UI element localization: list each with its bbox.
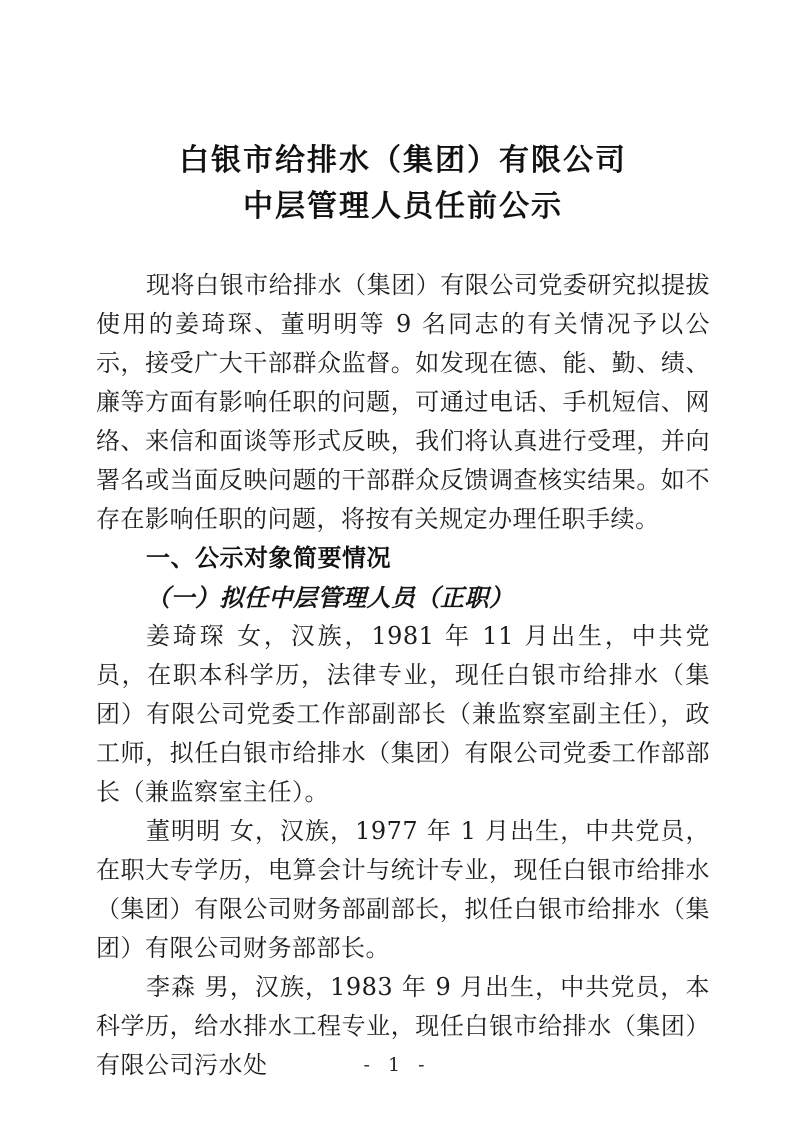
intro-paragraph: 现将白银市给排水（集团）有限公司党委研究拟提拔使用的姜琦琛、董明明等 9 名同志的有关情况予以公示，接受广大干部群众监督。如发现在德、能、勤、绩、廉等方面有影响任职的问题，可通过电话、手机短信、网络、来信和面谈等形式反映，我们将认真进行受理，并向署名或当面反映问题的干部群众反馈调查核实结果。如不存在影响任职的问题，将按有关规定办理任职手续。 [96, 271, 710, 533]
document-title-line2: 中层管理人员任前公示 [243, 189, 563, 224]
profile-paragraph-dongmingming: 董明明 女，汉族，1977 年 1 月出生，中共党员，在职大专学历，电算会计与统计专业，现任白银市给排水（集团）有限公司财务部副部长，拟任白银市给排水（集团）有限公司财务部部长。 [96, 817, 710, 962]
document-body [96, 266, 710, 1085]
subsection-heading: （一）拟任中层管理人员（正职） [146, 583, 514, 612]
document-title-line1: 白银市给排水（集团）有限公司 [179, 143, 627, 178]
section-heading: 一、公示对象简要情况 [146, 544, 391, 572]
page-number: - 1 - [363, 1054, 431, 1076]
profile-paragraph-jiangqichen: 姜琦琛 女，汉族，1981 年 11 月出生，中共党员，在职本科学历，法律专业，现任白银市给排水（集团）有限公司党委工作部副部长（兼监察室副主任），政工师，拟任白银市给排水（集团）有限公司党委工作部部长（兼监察室主任）。 [96, 622, 710, 806]
profile-paragraph-lisen: 李森 男，汉族，1983 年 9 月出生，中共党员，本科学历，给水排水工程专业，现任白银市给排水（集团）有限公司污水处 [96, 973, 710, 1079]
document-title [96, 138, 710, 230]
